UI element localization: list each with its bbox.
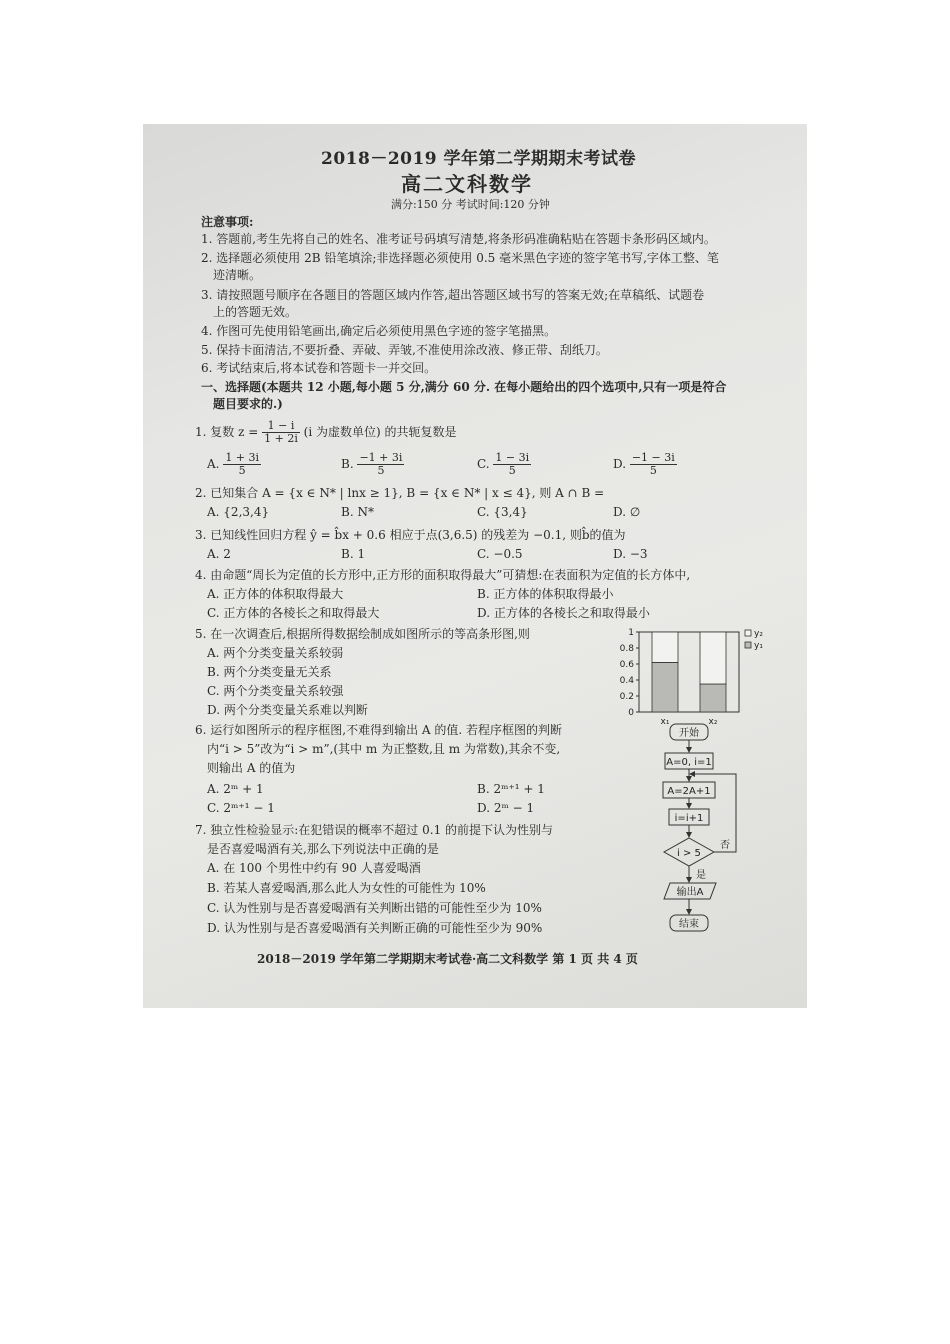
q4-option-d: D. 正方体的各棱长之和取得最小 xyxy=(477,606,650,620)
y-tick-label: 0.6 xyxy=(619,660,634,670)
y-tick-label: 1 xyxy=(628,628,634,638)
bar-y2 xyxy=(700,632,726,684)
page-footer: 2018－2019 学年第二学期期末考试卷·高二文科数学 第 1 页 共 4 页 xyxy=(257,952,638,966)
q7-option-a: A. 在 100 个男性中约有 90 人喜爱喝酒 xyxy=(207,861,421,875)
q3-option-c: C. −0.5 xyxy=(477,547,523,561)
q7-option-d: D. 认为性别与是否喜爱喝酒有关判断正确的可能性至少为 90% xyxy=(207,921,543,935)
y-tick-label: 0.4 xyxy=(619,676,634,686)
question-5: 5. 在一次调查后,根据所得数据绘制成如图所示的等高条形图,则 xyxy=(195,627,530,641)
flow-start-text: 开始 xyxy=(679,728,699,739)
flow-yes-label: 是 xyxy=(696,870,706,881)
q5-stacked-bar-chart xyxy=(613,624,773,732)
flow-init-text: A=0, i=1 xyxy=(666,757,712,768)
q1-suffix: (i 为虚数单位) 的共轭复数是 xyxy=(303,425,457,439)
q5-option-d: D. 两个分类变量关系难以判断 xyxy=(207,703,368,717)
option-num: 1 − 3i xyxy=(495,451,530,464)
flow-step2-text: i=i+1 xyxy=(674,813,704,824)
q7-option-b: B. 若某人喜爱喝酒,那么此人为女性的可能性为 10% xyxy=(207,881,486,895)
q5-option-c: C. 两个分类变量关系较强 xyxy=(207,684,344,698)
question-6-line1: 6. 运行如图所示的程序框图,不难得到输出 A 的值. 若程序框图的判断 xyxy=(195,723,563,737)
q1-den: 1 + 2i xyxy=(264,432,298,445)
flow-output-text: 输出A xyxy=(676,887,704,898)
q1-option-b xyxy=(341,452,404,477)
flow-step1-text: A=2A+1 xyxy=(667,786,711,797)
question-4: 4. 由命题“周长为定值的长方形中,正方形的面积取得最大”可猜想:在表面积为定值的长方体中, xyxy=(195,568,691,582)
notice-item: 1. 答题前,考生先将自己的姓名、准考证号码填写清楚,将条形码准确粘贴在答题卡条形码区域内。 xyxy=(201,232,716,246)
q4-option-c: C. 正方体的各棱长之和取得最大 xyxy=(207,606,380,620)
q7-option-c: C. 认为性别与是否喜爱喝酒有关判断出错的可能性至少为 10% xyxy=(207,901,542,915)
q1-option-c xyxy=(477,452,531,477)
q5-option-b: B. 两个分类变量无关系 xyxy=(207,665,332,679)
option-label: A. xyxy=(207,457,220,471)
legend-label: y₁ xyxy=(754,641,763,651)
option-label: B. xyxy=(341,457,354,471)
y-tick-label: 0.2 xyxy=(619,692,634,702)
option-den: 5 xyxy=(508,464,516,477)
q6-option-a: A. 2ᵐ + 1 xyxy=(207,782,264,796)
option-den: 5 xyxy=(649,464,657,477)
q1-fraction xyxy=(262,420,300,445)
flow-cond-text: i > 5 xyxy=(677,848,701,859)
q3-option-b: B. 1 xyxy=(341,547,366,561)
y-tick-label: 0.8 xyxy=(619,644,634,654)
q5-option-a: A. 两个分类变量关系较弱 xyxy=(207,646,344,660)
option-label: C. xyxy=(477,457,490,471)
notice-item: 迹清晰。 xyxy=(213,268,262,282)
q2-option-d: D. ∅ xyxy=(613,505,641,519)
notice-item: 6. 考试结束后,将本试卷和答题卡一并交回。 xyxy=(201,361,437,375)
bar-y1 xyxy=(700,684,726,712)
flow-end-text: 结束 xyxy=(679,919,699,930)
question-1 xyxy=(195,420,457,445)
notice-item: 3. 请按照题号顺序在各题目的答题区域内作答,超出答题区域书写的答案无效;在草稿纸、试题卷 xyxy=(201,288,705,302)
y-tick-label: 0 xyxy=(628,708,634,718)
notice-heading: 注意事项: xyxy=(201,215,254,229)
q4-option-b: B. 正方体的体积取得最小 xyxy=(477,587,614,601)
option-den: 5 xyxy=(377,464,385,477)
question-6-line2: 内“i > 5”改为“i > m”,(其中 m 为正整数,且 m 为常数),其余不变, xyxy=(207,742,561,756)
option-num: −1 + 3i xyxy=(359,451,403,464)
option-den: 5 xyxy=(238,464,246,477)
q3-option-d: D. −3 xyxy=(613,547,648,561)
bar-y2 xyxy=(652,632,678,662)
q4-option-a: A. 正方体的体积取得最大 xyxy=(207,587,344,601)
q2-option-b: B. N* xyxy=(341,505,374,519)
q6-flowchart xyxy=(648,718,758,948)
legend-swatch xyxy=(745,630,751,636)
exam-title: 2018－2019 学年第二学期期末考试卷 xyxy=(321,149,637,169)
legend-label: y₂ xyxy=(754,629,763,639)
question-7-line1: 7. 独立性检验显示:在犯错误的概率不超过 0.1 的前提下认为性别与 xyxy=(195,823,554,837)
exam-subject: 高二文科数学 xyxy=(401,172,533,196)
flow-no-label: 否 xyxy=(720,840,730,851)
q6-option-b: B. 2ᵐ⁺¹ + 1 xyxy=(477,782,545,796)
notice-item: 5. 保持卡面清洁,不要折叠、弄破、弄皱,不准使用涂改液、修正带、刮纸刀。 xyxy=(201,343,608,357)
x-category-label: x₁ xyxy=(660,717,670,727)
q6-option-c: C. 2ᵐ⁺¹ − 1 xyxy=(207,801,275,815)
notice-item: 4. 作图可先使用铅笔画出,确定后必须使用黑色字迹的签字笔描黑。 xyxy=(201,324,557,338)
q3-option-a: A. 2 xyxy=(207,547,231,561)
question-7-line2: 是否喜爱喝酒有关,那么下列说法中正确的是 xyxy=(207,842,439,856)
section-heading-cont: 题目要求的.) xyxy=(213,397,283,411)
notice-item: 2. 选择题必须使用 2B 铅笔填涂;非选择题必须使用 0.5 毫米黑色字迹的签字笔书写,字体工整、笔 xyxy=(201,251,719,265)
q1-num: 1 − i xyxy=(262,420,300,433)
legend-swatch xyxy=(745,642,751,648)
exam-paper-photo xyxy=(143,124,807,1008)
q1-prefix: 1. 复数 z = xyxy=(195,425,259,439)
q2-option-c: C. {3,4} xyxy=(477,505,528,519)
q1-option-a xyxy=(207,452,261,477)
notice-item: 上的答题无效。 xyxy=(213,305,298,319)
section-heading: 一、选择题(本题共 12 小题,每小题 5 分,满分 60 分. 在每小题给出的四个选项中,只有一项是符合 xyxy=(201,380,727,394)
q6-option-d: D. 2ᵐ − 1 xyxy=(477,801,535,815)
x-category-label: x₂ xyxy=(708,717,718,727)
option-num: 1 + 3i xyxy=(225,451,260,464)
question-2: 2. 已知集合 A = {x ∈ N* | lnx ≥ 1}, B = {x ∈ N* | x ≤ 4}, 则 A ∩ B = xyxy=(195,486,605,500)
bar-y1 xyxy=(652,662,678,712)
question-6-line3: 则输出 A 的值为 xyxy=(207,761,296,775)
q2-option-a: A. {2,3,4} xyxy=(207,505,270,519)
exam-info: 满分:150 分 考试时间:120 分钟 xyxy=(391,198,550,211)
option-num: −1 − 3i xyxy=(631,451,675,464)
q1-option-d xyxy=(613,452,677,477)
question-3: 3. 已知线性回归方程 ŷ = b̂x + 0.6 相应于点(3,6.5) 的残差为 −0.1, 则b̂的值为 xyxy=(195,528,626,542)
option-label: D. xyxy=(613,457,627,471)
